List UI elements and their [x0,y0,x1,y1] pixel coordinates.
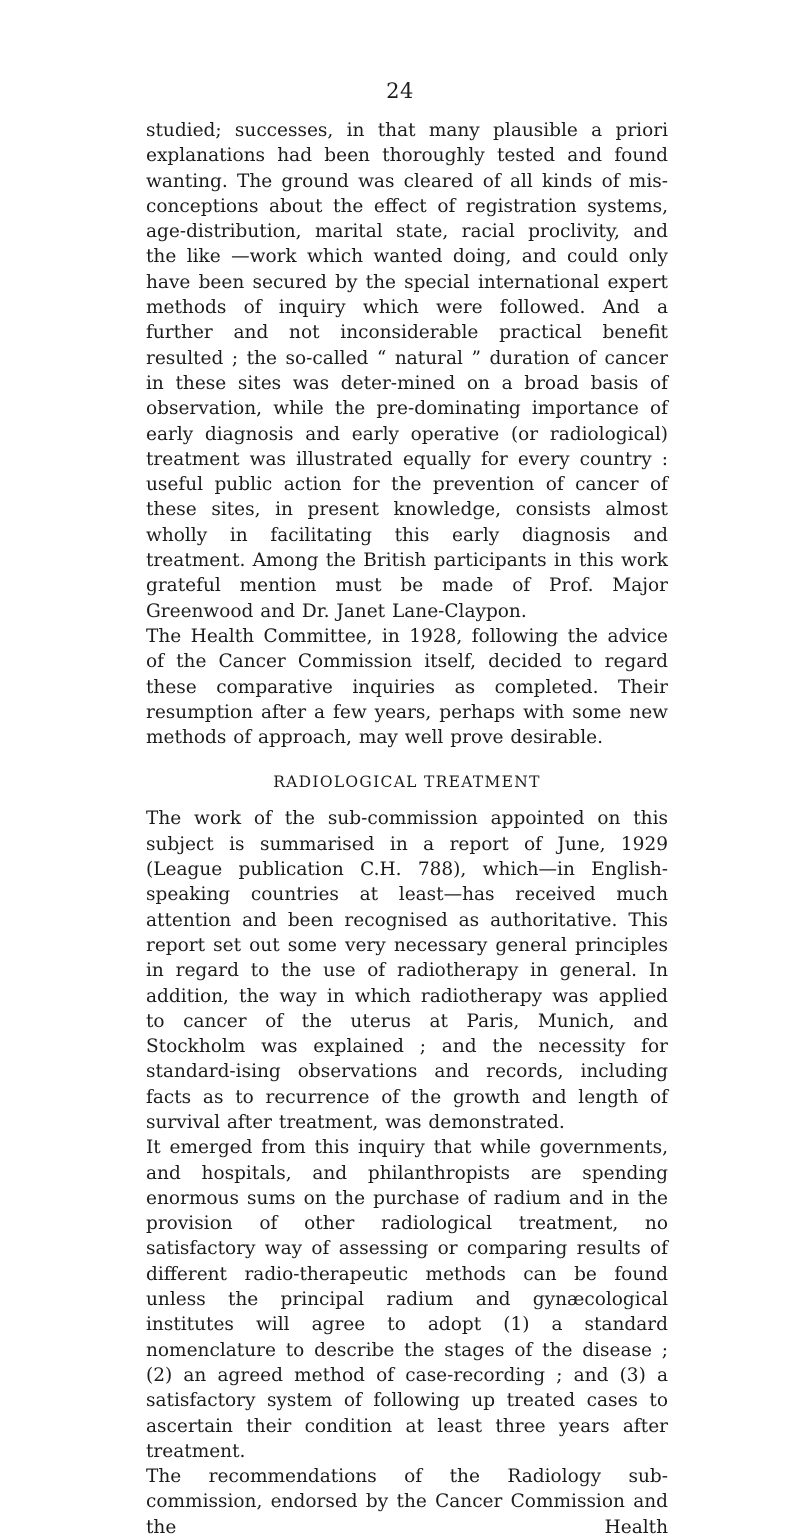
paragraph-registration-inquiries: studied; successes, in that many plausible a priori explanations had been thoroughly tested and found wanting. The ground was cleared of all kinds of mis-conceptions about the effect of registration systems, age-distribution, marital state, racial proclivity, and the like —work which wanted doing, and could only have been secured by the special international expert methods of inquiry which were followed. And a further and not inconsiderable practical benefit resulted ; the so-called “ natural ” duration of cancer in these sites was deter-mined on a broad basis of observation, while the pre-dominating importance of early diagnosis and early operative (or radiological) treatment was illustrated equally for every country : useful public action for the prevention of cancer of these sites, in present knowledge, consists almost wholly in facilitating this early diagnosis and treatment. Among the British participants in this work grateful mention must be made of Prof. Major Greenwood and Dr. Janet Lane-Claypon. [146,120,668,622]
paragraph-health-committee: The Health Committee, in 1928, following the advice of the Cancer Commission itself, decided to regard these comparative inquiries as completed. Their resumption after a few years, perhaps with some new methods of approach, may well prove desirable. [146,625,668,749]
body-text [146,118,668,1540]
page-number: 24 [386,79,414,103]
paragraph-inquiry-findings: It emerged from this inquiry that while governments, and hospitals, and philanthropists are spending enormous sums on the purchase of radium and in the provision of other radiological treatment, no satisfactory way of assessing or comparing results of different radio-therapeutic methods can be found unless the principal radium and gynæcological institutes will agree to adopt (1) a standard nomenclature to describe the stages of the disease ; (2) an agreed method of case-recording ; and (3) a satisfactory system of following up treated cases to ascertain their condition at least three years after treatment. [146,1137,668,1462]
paragraph-sub-commission-report: The work of the sub-commission appointed on this subject is summarised in a report of June, 1929 (League publication C.H. 788), which—in English-speaking countries at least—has received much attention and been recognised as authoritative. This report set out some very necessary general principles in regard to the use of radiotherapy in general. In addition, the way in which radiotherapy was applied to cancer of the uterus at Paris, Munich, and Stockholm was explained ; and the necessity for standard-ising observations and records, including facts as to recurrence of the growth and length of survival after treatment, was demonstrated. [146,808,668,1133]
section-heading: RADIOLOGICAL TREATMENT [273,773,541,792]
paragraph-recommendations: The recommendations of the Radiology sub-commission, endorsed by the Cancer Commission and the Health [146,1466,668,1538]
